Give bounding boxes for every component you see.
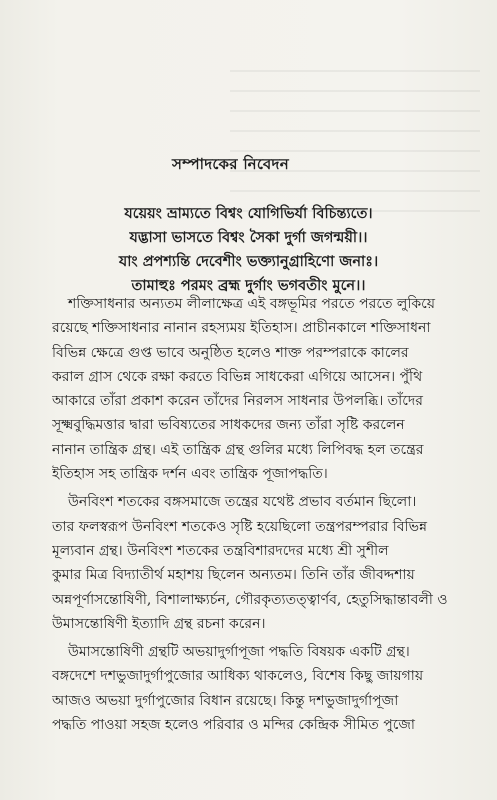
sanskrit-verse-block	[0, 202, 497, 298]
text-line: সূক্ষ্মবুদ্ধিমত্তার দ্বারা ভবিষ্যতের সাধকদের জন্য তাঁরা সৃষ্টি করলেন	[52, 417, 405, 434]
text-line: তার ফলস্বরূপ উনবিংশ শতকেও সৃষ্টি হয়েছিলো তন্ত্রপরম্পরার বিভিন্ন	[52, 518, 427, 535]
paragraph	[52, 490, 452, 636]
paragraph	[52, 292, 452, 486]
text-line: রয়েছে শক্তিসাধনার নানান রহস্যময় ইতিহাস। প্রাচীনকালে শক্তিসাধনা	[52, 320, 431, 337]
text-line: বঙ্গদেশে দশভুজাদুর্গাপুজোর আধিক্য থাকলেও, বিশেষ কিছু জায়গায়	[52, 668, 424, 685]
text-line: নানান তান্ত্রিক গ্রন্থ। এই তান্ত্রিক গ্রন্থ গুলির মধ্যে লিপিবদ্ধ হল তন্ত্রের	[52, 441, 424, 458]
body-text	[52, 292, 452, 737]
text-line: উমাসন্তোষিণী গ্রন্থটি অভয়াদুর্গাপূজা পদ্ধতি বিষয়ক একটি গ্রন্থ।	[68, 644, 410, 661]
text-line: মূল্যবান গ্রন্থ। উনবিংশ শতকের তন্ত্রবিশারদদের মধ্যে শ্রী সুশীল	[52, 542, 389, 559]
text-line: বিভিন্ন ক্ষেত্রে গুপ্ত ভাবে অনুষ্ঠিত হলেও শাক্ত পরম্পরাকে কালের	[52, 344, 409, 361]
page-heading: সম্পাদকের নিবেদন	[172, 155, 289, 173]
verse-line: তামাহুঃ পরমং ব্রহ্ম দুর্গাং ভগবতীং মুনে।।	[131, 277, 366, 294]
verse-line: যদ্ভাসা ভাসতে বিশ্বং সৈকা দুর্গা জগন্ময়ী।।	[129, 229, 368, 246]
text-line: শক্তিসাধনার অন্যতম লীলাক্ষেত্র এই বঙ্গভূমির পরতে পরতে লুকিয়ে	[68, 296, 436, 312]
text-line: আজও অভয়া দুর্গাপুজোর বিধান রয়েছে। কিন্তু দশভুজাদুর্গাপূজা	[52, 692, 399, 709]
text-line: অন্নপূর্ণাসন্তোষিণী, বিশালাক্ষ্যর্চন, গৌরকৃত্যতত্ত্বার্ণব, হেতুসিদ্ধান্তাবলী ও	[52, 591, 448, 608]
text-line: ইতিহাস সহ তান্ত্রিক দর্শন এবং তান্ত্রিক পূজাপদ্ধতি।	[52, 466, 328, 483]
text-line: করাল গ্রাস থেকে রক্ষা করতে বিভিন্ন সাধকেরা এগিয়ে আসেন। পুঁথি	[52, 368, 423, 385]
verse-line: যাং প্রপশ্যন্তি দেবেশীং ভক্ত্যানুগ্রাহিণো জনাঃ।	[118, 253, 379, 270]
paragraph	[52, 640, 452, 737]
verse-line: যয়েয়ং ভ্রাম্যতে বিশ্বং যোগিভির্যা বিচিন্ত্যতে।	[124, 205, 373, 222]
text-line: উমাসন্তোষিণী ইত্যাদি গ্রন্থ রচনা করেন।	[52, 615, 266, 632]
text-line: উনবিংশ শতকের বঙ্গসমাজে তন্ত্রের যথেষ্ট প্রভাব বর্তমান ছিলো।	[68, 494, 417, 511]
text-line: পদ্ধতি পাওয়া সহজ হলেও পরিবার ও মন্দির কেন্দ্রিক সীমিত পুজো	[52, 717, 415, 734]
text-line: আকারে তাঁরা প্রকাশ করেন তাঁদের নিরলস সাধনার উপলব্ধি। তাঁদের	[52, 393, 423, 410]
text-line: কুমার মিত্র বিদ্যাতীর্থ মহাশয় ছিলেন অন্যতম। তিনি তাঁর জীবদ্দশায়	[52, 567, 415, 584]
